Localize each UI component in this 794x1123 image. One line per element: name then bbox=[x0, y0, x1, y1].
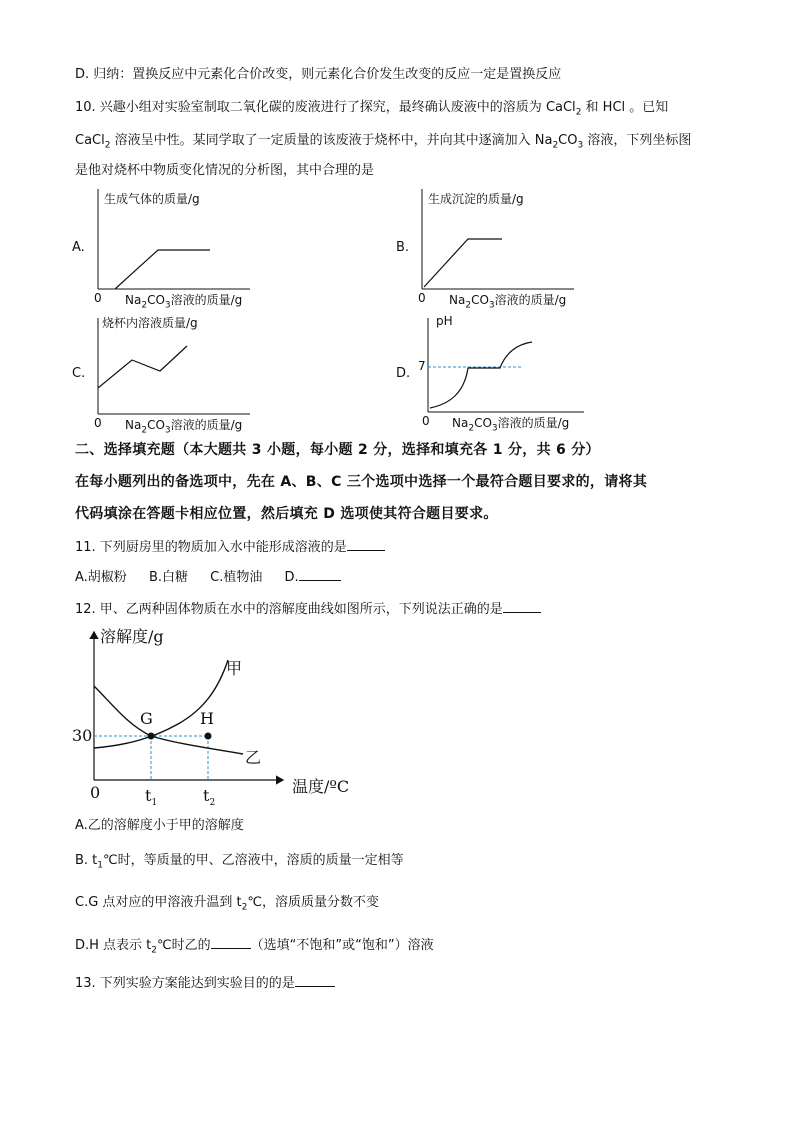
q11-answer-blank[interactable] bbox=[347, 537, 385, 551]
sol-ytick-30: 30 bbox=[72, 726, 93, 745]
chart-c-ylabel: 烧杯内溶液质量/g bbox=[102, 316, 198, 330]
sol-origin: 0 bbox=[90, 783, 101, 802]
chart-c-curve bbox=[98, 346, 187, 388]
chart-d-origin: 0 bbox=[422, 414, 430, 428]
q11-stem: 11. 下列厨房里的物质加入水中能形成溶液的是 bbox=[75, 537, 385, 557]
q12-answer-blank[interactable] bbox=[503, 599, 541, 613]
chart-a-origin: 0 bbox=[94, 291, 102, 305]
sol-xtick-t1: $t_1$ bbox=[145, 786, 158, 809]
q11-options bbox=[75, 567, 341, 587]
sol-series-jia: 甲 bbox=[226, 659, 243, 678]
section2-title: 二、选择填充题（本大题共 3 小题，每小题 2 分，选择和填充各 1 分，共 6 分） bbox=[75, 442, 600, 458]
chart-d-ylabel: pH bbox=[436, 314, 453, 328]
sol-xtick-t2: $t_2$ bbox=[203, 786, 216, 809]
chart-a-xlabel: $Na_2CO_3$溶液的质量/g bbox=[125, 293, 243, 311]
option-label-b: B. bbox=[396, 240, 410, 255]
option-label-d: D. bbox=[396, 366, 411, 381]
chart-d-xlabel: $Na_2CO_3$溶液的质量/g bbox=[452, 416, 570, 434]
q9-option-d: D. 归纳：置换反应中元素化合价改变，则元素化合价发生改变的反应一定是置换反应 bbox=[75, 67, 562, 82]
sol-point-h-label: H bbox=[200, 709, 214, 728]
sol-point-g-label: G bbox=[140, 709, 153, 728]
q11-option-d: D. bbox=[284, 570, 299, 585]
chart-c-xlabel: $Na_2CO_3$溶液的质量/g bbox=[125, 418, 243, 436]
q12-option-a: A.乙的溶解度小于甲的溶解度 bbox=[75, 818, 244, 833]
chart-b-origin: 0 bbox=[418, 291, 426, 305]
section2-instruction-2: 代码填涂在答题卡相应位置，然后填充 D 选项使其符合题目要求。 bbox=[75, 506, 498, 522]
q10-chart-b bbox=[394, 184, 594, 309]
q11-option-b: B.白糖 bbox=[148, 570, 189, 585]
q10-chart-d bbox=[394, 308, 604, 433]
point-g bbox=[148, 733, 155, 740]
section2-instruction-1: 在每小题列出的备选项中，先在 A、B、C 三个选项中选择一个最符合题目要求的，请将其 bbox=[75, 474, 648, 490]
chart-a-ylabel: 生成气体的质量/g bbox=[104, 192, 200, 206]
q11-option-a: A.胡椒粉 bbox=[75, 570, 127, 585]
chart-b-curve bbox=[424, 239, 502, 287]
option-label-a: A. bbox=[72, 240, 85, 255]
q12-option-b: B. $t_1℃$时，等质量的甲、乙溶液中，溶质的质量一定相等 bbox=[75, 853, 404, 871]
q11-option-c: C.植物油 bbox=[210, 570, 263, 585]
q10-stem-line3: 是他对烧杯中物质变化情况的分析图，其中合理的是 bbox=[75, 163, 375, 178]
q12-option-d-blank[interactable] bbox=[211, 935, 251, 949]
chart-b-xlabel: $Na_2CO_3$溶液的质量/g bbox=[449, 293, 567, 311]
chart-d-ytick-7: 7 bbox=[418, 359, 426, 373]
point-h bbox=[205, 733, 212, 740]
q12-option-d: D.H 点表示 $t_2℃$时乙的 （选填“不饱和”或“饱和”）溶液 bbox=[75, 935, 434, 960]
q13-answer-blank[interactable] bbox=[295, 973, 335, 987]
q12-option-c: C.G 点对应的甲溶液升温到 $t_2℃$，溶质质量分数不变 bbox=[75, 895, 379, 913]
option-label-c: C. bbox=[72, 366, 86, 381]
sol-series-yi: 乙 bbox=[245, 748, 262, 767]
q10-stem-line2: CaCl$_2$ 溶液呈中性。某同学取了一定质量的该废液于烧杯中，并向其中逐滴加入 $Na_2CO_3$ 溶液，下列坐标图 bbox=[75, 133, 692, 151]
chart-c-origin: 0 bbox=[94, 416, 102, 430]
sol-ylabel: 溶解度/g bbox=[100, 627, 164, 646]
sol-xlabel: 温度/ºC bbox=[292, 777, 350, 796]
chart-d-curve bbox=[430, 342, 532, 408]
q10-stem-line1: 10. 兴趣小组对实验室制取二氧化碳的废液进行了探究，最终确认废液中的溶质为 CaCl$_2$ 和 HCl 。已知 bbox=[75, 100, 669, 118]
chart-b-ylabel: 生成沉淀的质量/g bbox=[428, 192, 524, 206]
solubility-chart bbox=[68, 620, 378, 815]
q12-stem: 12. 甲、乙两种固体物质在水中的溶解度曲线如图所示，下列说法正确的是 bbox=[75, 599, 541, 619]
chart-a-curve bbox=[115, 250, 210, 289]
q11-option-d-blank[interactable] bbox=[299, 567, 341, 581]
q10-chart-c bbox=[70, 308, 270, 436]
curve-yi bbox=[94, 686, 243, 754]
q13-stem: 13. 下列实验方案能达到实验目的的是 bbox=[75, 973, 335, 993]
q10-chart-a bbox=[70, 184, 270, 309]
